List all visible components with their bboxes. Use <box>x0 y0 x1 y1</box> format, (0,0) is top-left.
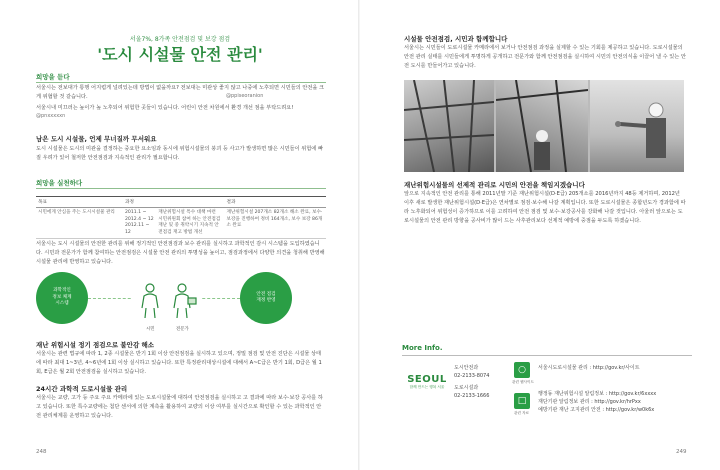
sign-2: @pnxxxxxn <box>36 113 66 119</box>
dept-contacts <box>454 364 489 400</box>
circle-info-system <box>36 272 88 324</box>
table-row <box>36 208 326 239</box>
proactive-paragraph: 앞으로 지속적인 안전 관리를 통해 2011년말 기준 재난위험시설(D·E급) 205개소를 2016년까지 48등 제거하며, 2012년 이후 새로 발생한 재난위험시설(D·E급)은 연차별로 점검·보수해 나갈 계획입니다. 또한 도로시설물은 종합년도가 경과함에 따라 노후화되어 위험성이 증가하므로 이를 고려하여 안전 점검 및 보수·보강공사를 강화해 나갈 것입니다. 아울러 앞으로는 도로시설물의 안전 관리 방향을 공사비가 많이 드는 사후관리보다 선제적 예방에 중점을 두도록 하겠습니다. <box>404 191 686 224</box>
seoul-logo <box>406 374 448 390</box>
website-link-1[interactable]: 서울시도로시설물 관리 : http://gov.kr/사이트 <box>538 365 640 371</box>
section-heading-practice: 희망을 실천하다 <box>36 178 326 189</box>
col-process: 과정 <box>123 197 225 208</box>
intro-paragraph: 서울시는 도시 시설물의 안전한 관리를 위해 정기적인 안전점검과 보수 관리를 실시하고 과학적인 감시 시스템을 도입하였습니다. 시민과 전문가가 함께 참여하는 안전점검은 시설물 안전 관리의 투명성을 높이고, 점검과정에서 다양한 의견을 청취해 반영해 시설물 관리에 반영하고 있습니다. <box>36 241 325 265</box>
process-desc: 재난 및 중 취약시기 지속적 안전점검 재고 방법 개선 <box>158 223 219 235</box>
citizen-opinion-2: 서울시내 미끄러는 높이가 높 노후되어 위험한 곳들이 있습니다. 어린이 안전 차원에서 환경 개선 점을 부탁드려요! <box>36 105 294 111</box>
page-number-left: 248 <box>36 449 47 455</box>
category-label: 서울7%, 8가족 안전점검 및 보강 점검 <box>129 36 231 43</box>
document-icon: □ <box>514 393 530 409</box>
photo-wall-inspection <box>590 80 684 172</box>
process-cell <box>123 208 225 239</box>
dept2-tel: 02-2133-1666 <box>454 393 490 399</box>
related-link-2[interactable]: 행정동 재난위험시설 알림정보 : http://gov.kr/6xxxx <box>538 391 657 397</box>
circle-right-text: 안전 점검 재정 반영 <box>256 291 276 303</box>
result-cell: 재난위험시설 207개소 82개소 해소 완료, 보수·보강을 진행하여 정비 164개소, 보수 보강 86개소 완료 <box>225 208 327 239</box>
process-date: 2012.11 ~ 12 <box>125 223 150 235</box>
website-icon-label: 관련 웹사이트 <box>512 380 534 384</box>
citizen-opinion-1: 서울시는 전보대가 통행 어지럽게 널려있는데 방법이 없을까요? 전보대는 미관상 좋지 않고 나중에 노후되면 시민들의 안전을 크게 위협할 것 같습니다. <box>36 85 325 100</box>
section-heading-worry: 남은 도시 시설물, 언제 무너질까 무서워요 <box>36 135 157 143</box>
seoul-logo-sub: 함께 만드는 행복 서울 <box>409 385 445 389</box>
sign-1: @ppiseoranion <box>226 93 264 99</box>
section-heading-regular-check: 재난 위험시설 정기 점검으로 불안감 해소 <box>36 341 155 349</box>
seoul-logo-word: SEOUL <box>407 374 447 385</box>
more-info-divider <box>402 355 692 356</box>
regular-check-paragraph: 서울시는 관련 법규에 따라 1, 2종 시설물은 반기 1회 이상 안전점검을 실시하고 있으며, 정밀 점검 및 안전 진단은 시설물 상태에 따라 최대 1~3년, 4~6년에 1회 이상 실시하고 있습니다. 또한 특정관리대상시설에 대해서 A~C급은 반기 1회, D급은 월 1회, E급은 월 2회 안전점검을 실시하고 있습니다. <box>36 351 322 375</box>
dept1-name: 도시안전과 <box>454 365 479 371</box>
process-desc: 시민위원회 참여 하는 안전점검 <box>158 216 221 222</box>
plan-table <box>36 196 326 239</box>
related-links <box>538 390 656 414</box>
page-title: '도시 시설물 안전 관리' <box>97 45 263 64</box>
globe-icon: ○ <box>514 362 530 378</box>
circle-left-text: 과학적인 정보 체계 시스템 <box>52 288 72 307</box>
with-citizens-paragraph: 서울시는 시민들이 도로시설물 카메라에서 보거나 안전점검 과정을 실제할 수 있는 기회를 제공하고 있습니다. 도로시설물의 안전 관리 실태를 시민들에게 투명하게 공개하고 전문가와 함께 안전점검을 실시하여 시민의 안전의식을 이끌어 낼 수 있는 안전 도시를 만들어가고 있습니다. <box>404 45 686 69</box>
col-goal: 목표 <box>36 197 123 208</box>
photo-bridge-structure <box>404 80 494 172</box>
label-expert: 전문가 <box>176 327 189 332</box>
process-desc: 재난위험시설 특수 대책 마련 <box>158 210 216 215</box>
related-link-3[interactable]: 재단기관 알림정보 관리 : http://gov.kr/hrPxx <box>538 399 641 405</box>
process-date: 2012.4 ~ 12 <box>125 216 154 222</box>
section-heading-24h: 24시간 과학적 도로시설물 관리 <box>36 385 128 393</box>
safety-inspection-photos <box>404 80 684 172</box>
section-heading-proactive: 재난위험시설물의 선제적 관리로 시민의 안전을 책임지겠습니다 <box>404 181 585 189</box>
more-info-title: More Info. <box>402 344 443 352</box>
dept2-name: 도로시설과 <box>454 385 479 391</box>
document-icon-label: 관련 자료 <box>514 411 530 415</box>
people-illustration <box>132 278 202 322</box>
dept1-tel: 02-2133-8074 <box>454 373 490 379</box>
label-citizen: 시민 <box>146 327 155 332</box>
section-heading-listen: 희망을 듣다 <box>36 72 326 83</box>
photo-inspectors <box>496 80 588 172</box>
section-heading-with-citizens: 시설물 안전점검, 시민과 함께합니다 <box>404 35 508 43</box>
page-number-right: 249 <box>676 449 687 455</box>
goal-cell: 시민에게 안심을 주는 도시시설물 관리 <box>36 208 123 239</box>
24h-paragraph: 서울시는 교량, 고가 등 주요 주요 카메라에 있는 도로시설물에 대하여 안전점검을 실시하고 고 결과에 따라 보수·보강 공사를 하고 있습니다. 또한 특수교량에는 첨단 센서에 의한 계측을 활용하여 교량의 이상 여부를 실시간으로 확인할 수 있는 과학적인 안전 관리체계를 운영하고 있습니다. <box>36 395 323 419</box>
worry-paragraph: 도시 시설물은 도시의 미관을 결정하는 중요한 요소임과 동시에 위험시설물의 붕괴 등 사고가 발생하면 많은 시민들이 위험에 빠질 우려가 있어 철저한 안전점검과 지속적인 관리가 필요합니다. <box>36 146 323 161</box>
process-date: 2011.1 ~ <box>125 210 147 215</box>
circle-safety-check <box>240 272 292 324</box>
related-link-4[interactable]: 예방기관 재난 고지관리 안전 : http://gov.kr/w0k6x <box>538 407 655 413</box>
col-result: 결과 <box>225 197 327 208</box>
